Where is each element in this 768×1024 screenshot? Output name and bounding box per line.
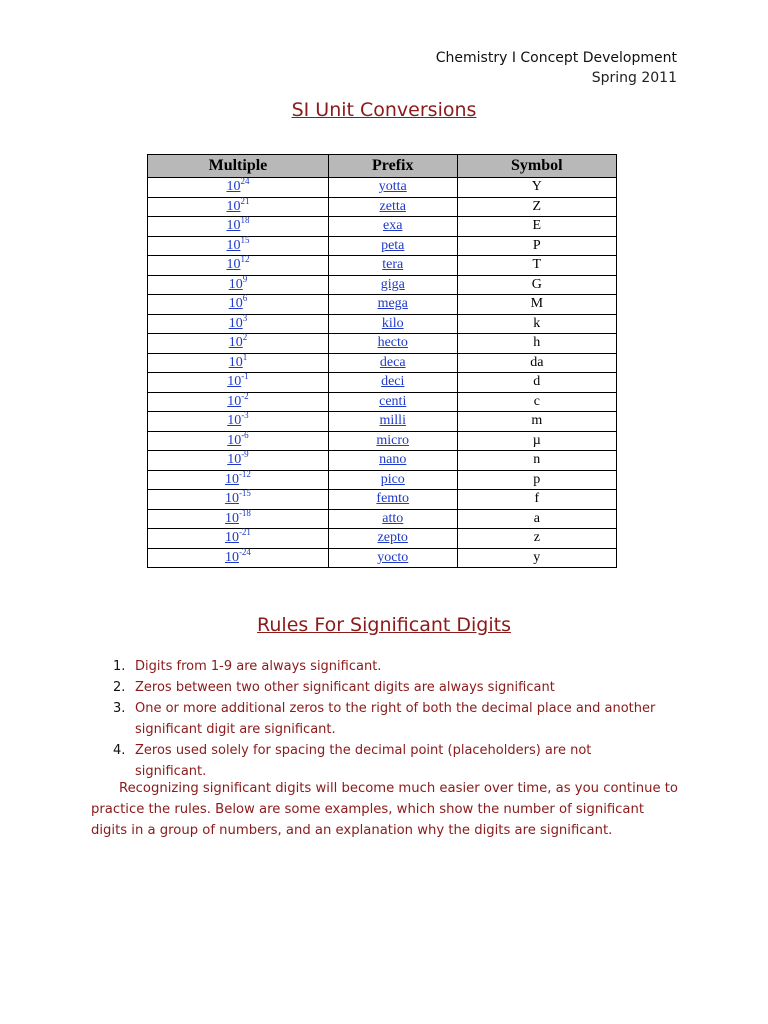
multiple-base: 10 [226, 198, 241, 214]
symbol-cell: M [457, 295, 616, 315]
multiple-exponent: -15 [238, 488, 251, 499]
prefix-link[interactable]: deci [381, 374, 405, 390]
symbol-cell: k [457, 314, 616, 334]
table-row [148, 178, 617, 198]
prefix-cell [328, 178, 457, 198]
prefix-cell [328, 529, 457, 549]
prefix-cell [328, 256, 457, 276]
rule-number: 4. [113, 743, 126, 758]
table-row [148, 256, 617, 276]
multiple-cell [148, 509, 329, 529]
symbol-cell: f [457, 490, 616, 510]
prefix-cell [328, 236, 457, 256]
prefix-link[interactable]: pico [380, 471, 405, 487]
rules-section-title: Rules For Significant Digits [257, 614, 511, 636]
multiple-exponent: -9 [241, 449, 249, 460]
rule-item [105, 698, 665, 740]
prefix-link[interactable]: peta [381, 237, 405, 253]
prefix-link[interactable]: hecto [377, 335, 408, 351]
multiple-cell [148, 295, 329, 315]
multiple-cell [148, 353, 329, 373]
table-row [148, 236, 617, 256]
multiple-base: 10 [228, 276, 243, 292]
multiple-base: 10 [224, 471, 239, 487]
prefix-cell [328, 392, 457, 412]
symbol-cell: h [457, 334, 616, 354]
symbol-cell: p [457, 470, 616, 490]
multiple-base: 10 [228, 315, 243, 331]
table-row [148, 275, 617, 295]
multiple-base: 10 [227, 374, 242, 390]
multiple-exponent: -1 [241, 371, 249, 382]
multiple-base: 10 [224, 549, 239, 565]
prefix-cell [328, 431, 457, 451]
multiple-exponent: 21 [240, 195, 250, 206]
symbol-cell: Z [457, 197, 616, 217]
table-body [148, 178, 617, 568]
multiple-base: 10 [226, 257, 241, 273]
rule-text: One or more additional zeros to the right of both the decimal place and another significant digit are significant. [135, 701, 656, 737]
multiple-cell [148, 236, 329, 256]
symbol-cell: P [457, 236, 616, 256]
prefix-cell [328, 314, 457, 334]
si-prefix-table [147, 154, 617, 568]
prefix-link[interactable]: milli [379, 413, 406, 429]
symbol-cell: d [457, 373, 616, 393]
multiple-exponent: 6 [242, 293, 248, 304]
prefix-link[interactable]: exa [383, 218, 403, 234]
prefix-link[interactable]: giga [380, 276, 405, 292]
prefix-cell [328, 470, 457, 490]
rule-text: Digits from 1-9 are always significant. [135, 659, 382, 674]
symbol-cell: T [457, 256, 616, 276]
table-row [148, 334, 617, 354]
rule-number: 2. [113, 680, 126, 695]
symbol-cell: a [457, 509, 616, 529]
prefix-link[interactable]: femto [376, 491, 410, 507]
symbol-cell: m [457, 412, 616, 432]
table-row [148, 431, 617, 451]
prefix-cell [328, 451, 457, 471]
table-row [148, 548, 617, 568]
table-row [148, 392, 617, 412]
multiple-cell [148, 470, 329, 490]
multiple-cell [148, 431, 329, 451]
multiple-base: 10 [227, 432, 242, 448]
multiple-base: 10 [227, 413, 242, 429]
multiple-exponent: 15 [240, 234, 250, 245]
term-label: Spring 2011 [591, 70, 677, 86]
multiple-base: 10 [227, 393, 242, 409]
table-row [148, 412, 617, 432]
prefix-cell [328, 217, 457, 237]
symbol-cell: n [457, 451, 616, 471]
prefix-link[interactable]: micro [376, 432, 410, 448]
multiple-base: 10 [226, 218, 241, 234]
rule-number: 3. [113, 701, 126, 716]
multiple-base: 10 [227, 452, 242, 468]
column-header-symbol: Symbol [457, 155, 616, 178]
rule-number: 1. [113, 659, 126, 674]
symbol-cell: c [457, 392, 616, 412]
multiple-exponent: -12 [238, 468, 251, 479]
multiple-base: 10 [228, 354, 243, 370]
table-row [148, 509, 617, 529]
multiple-cell [148, 256, 329, 276]
multiple-base: 10 [228, 335, 243, 351]
prefix-link[interactable]: zepto [377, 530, 408, 546]
prefix-cell [328, 509, 457, 529]
multiple-exponent: -6 [241, 429, 249, 440]
multiple-cell [148, 490, 329, 510]
multiple-cell [148, 529, 329, 549]
prefix-cell [328, 275, 457, 295]
table-row [148, 373, 617, 393]
prefix-cell [328, 490, 457, 510]
multiple-base: 10 [226, 237, 241, 253]
multiple-exponent: -3 [241, 410, 249, 421]
prefix-cell [328, 548, 457, 568]
symbol-cell: da [457, 353, 616, 373]
multiple-exponent: -21 [238, 527, 251, 538]
rule-item [105, 677, 665, 698]
prefix-cell [328, 373, 457, 393]
prefix-link[interactable]: yocto [377, 549, 409, 565]
rule-item [105, 656, 665, 677]
table-row [148, 353, 617, 373]
multiple-exponent: -18 [238, 507, 251, 518]
multiple-cell [148, 197, 329, 217]
prefix-link[interactable]: deca [379, 354, 406, 370]
prefix-cell [328, 412, 457, 432]
column-header-multiple: Multiple [148, 155, 329, 178]
multiple-base: 10 [228, 296, 243, 312]
multiple-cell [148, 392, 329, 412]
symbol-cell: G [457, 275, 616, 295]
course-title: Chemistry I Concept Development [435, 50, 677, 66]
table-row [148, 217, 617, 237]
table-row [148, 529, 617, 549]
table-row [148, 197, 617, 217]
multiple-exponent: 9 [242, 273, 248, 284]
prefix-link[interactable]: mega [377, 296, 408, 312]
multiple-cell [148, 314, 329, 334]
multiple-cell [148, 373, 329, 393]
explanatory-paragraph: Recognizing significant digits will become much easier over time, as you continue to practice the rules. Below are some examples, which show the number of significant digits in a group of numbers, and an explanation why the digits are significant. [91, 781, 678, 838]
multiple-exponent: 12 [240, 254, 250, 265]
multiple-exponent: -24 [238, 546, 251, 557]
table-row [148, 314, 617, 334]
prefix-cell [328, 295, 457, 315]
column-header-prefix: Prefix [328, 155, 457, 178]
multiple-exponent: 2 [242, 332, 248, 343]
prefix-link[interactable]: nano [379, 452, 407, 468]
multiple-base: 10 [224, 491, 239, 507]
prefix-link[interactable]: zetta [379, 198, 406, 214]
rule-item [105, 740, 665, 782]
symbol-cell: E [457, 217, 616, 237]
rule-text: Zeros used solely for spacing the decimal point (placeholders) are not significant. [135, 743, 592, 779]
prefix-cell [328, 197, 457, 217]
symbol-cell: Y [457, 178, 616, 198]
rule-text: Zeros between two other significant digits are always significant [135, 680, 555, 695]
multiple-cell [148, 178, 329, 198]
multiple-exponent: 18 [240, 215, 250, 226]
multiple-base: 10 [224, 530, 239, 546]
symbol-cell: z [457, 529, 616, 549]
multiple-exponent: 1 [242, 351, 248, 362]
prefix-link[interactable]: kilo [381, 315, 404, 331]
symbol-cell: µ [457, 431, 616, 451]
multiple-cell [148, 548, 329, 568]
prefix-link[interactable]: yotta [378, 179, 407, 195]
multiple-cell [148, 412, 329, 432]
multiple-cell [148, 275, 329, 295]
multiple-exponent: 24 [240, 176, 250, 187]
table-header-row [148, 155, 617, 178]
rules-list [105, 656, 665, 782]
prefix-cell [328, 334, 457, 354]
prefix-cell [328, 353, 457, 373]
table-row [148, 451, 617, 471]
multiple-cell [148, 334, 329, 354]
symbol-cell: y [457, 548, 616, 568]
prefix-link[interactable]: centi [379, 393, 407, 409]
multiple-cell [148, 217, 329, 237]
multiple-cell [148, 451, 329, 471]
table-row [148, 490, 617, 510]
prefix-link[interactable]: tera [382, 257, 404, 273]
multiple-base: 10 [226, 179, 241, 195]
table-row [148, 295, 617, 315]
multiple-base: 10 [224, 510, 239, 526]
si-section-title: SI Unit Conversions [291, 99, 477, 121]
table-row [148, 470, 617, 490]
multiple-exponent: -2 [241, 390, 249, 401]
multiple-exponent: 3 [242, 312, 248, 323]
prefix-link[interactable]: atto [382, 510, 404, 526]
